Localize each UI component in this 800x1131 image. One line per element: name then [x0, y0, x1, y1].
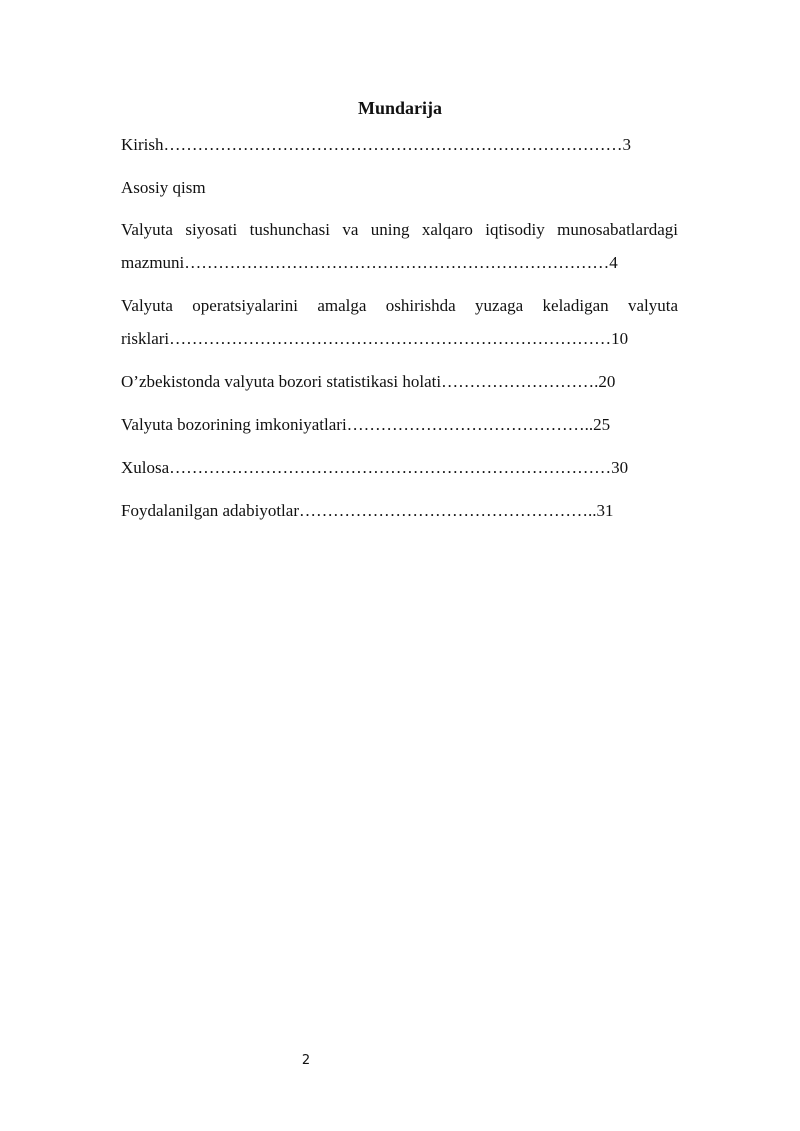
- toc-entry-asosiy-qism: Asosiy qism: [121, 178, 206, 197]
- toc-entry-imkoniyatlar: Valyuta bozorining imkoniyatlari……………………………………..25: [121, 415, 611, 434]
- toc-entry-kirish: Kirish………………………………………………………………………3: [121, 135, 631, 154]
- toc-entry-valyuta-siyosati-line1: Valyuta siyosati tushunchasi va uning xalqaro iqtisodiy munosabatlardagi: [121, 220, 678, 239]
- toc-heading: Mundarija: [357, 98, 442, 118]
- toc-entry-valyuta-siyosati-line2: mazmuni…………………………………………………………………4: [121, 253, 618, 272]
- toc-entry-statistika: O’zbekistonda valyuta bozori statistikasi holati……………………….20: [121, 372, 616, 391]
- page-number: 2: [301, 1053, 311, 1068]
- toc-entry-valyuta-operatsiyalari-line2: risklari……………………………………………………………………10: [121, 329, 629, 348]
- toc-entry-adabiyotlar: Foydalanilgan adabiyotlar……………………………………………..31: [121, 501, 614, 520]
- toc-entry-xulosa: Xulosa……………………………………………………………………30: [121, 458, 629, 477]
- toc-entry-valyuta-operatsiyalari-line1: Valyuta operatsiyalarini amalga oshirishda yuzaga keladigan valyuta: [121, 296, 678, 315]
